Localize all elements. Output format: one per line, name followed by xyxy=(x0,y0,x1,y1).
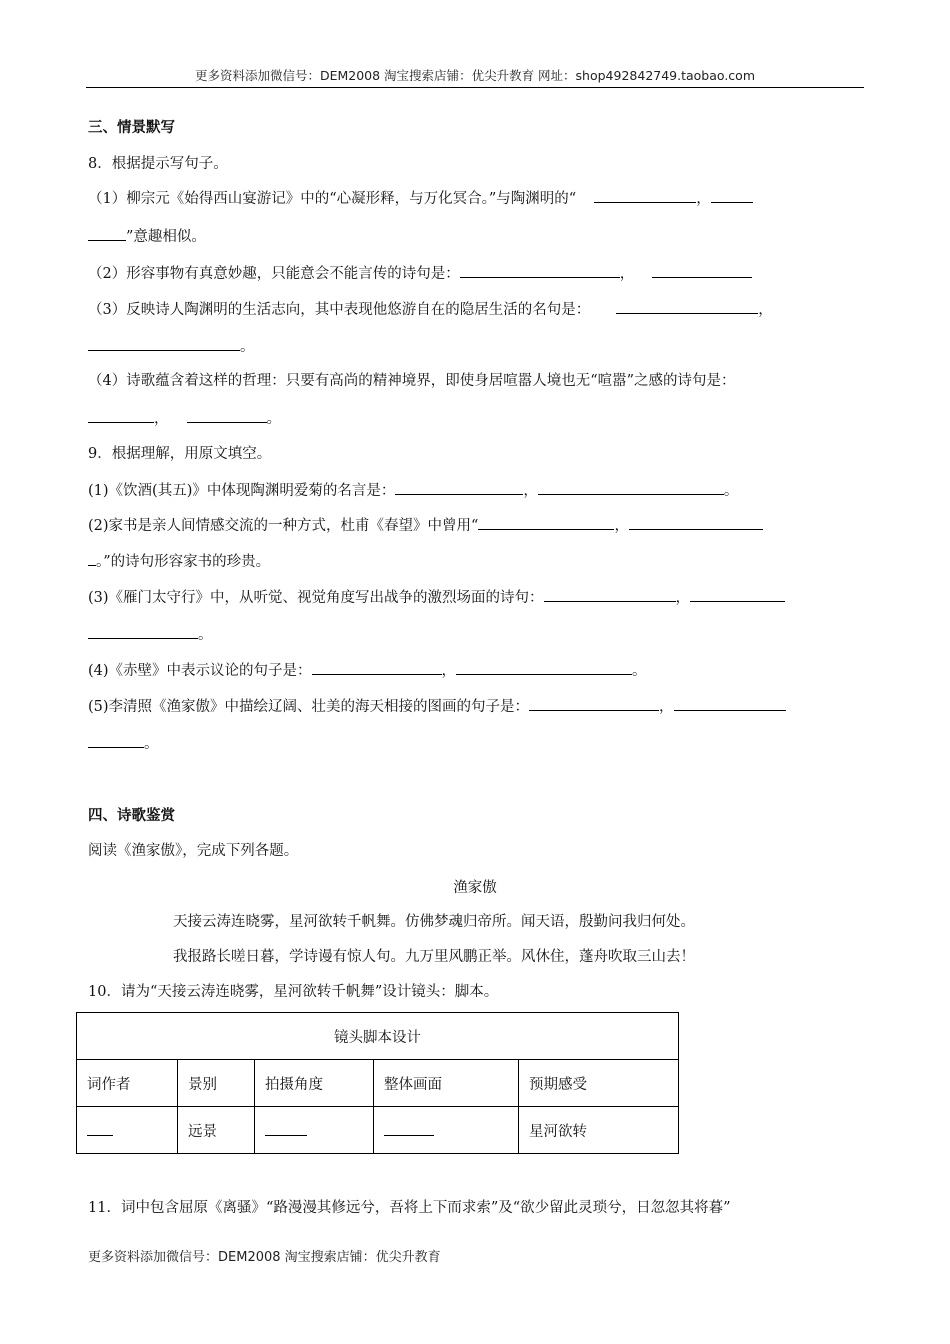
header-divider xyxy=(86,87,864,88)
q9-part2 xyxy=(88,515,763,536)
answer-blank[interactable] xyxy=(312,660,442,675)
section-4-title: 四、诗歌鉴赏 xyxy=(88,807,175,824)
q9-part1 xyxy=(88,480,738,501)
answer-blank[interactable] xyxy=(88,551,96,566)
answer-blank[interactable] xyxy=(87,1121,113,1136)
answer-blank[interactable] xyxy=(395,480,523,495)
period: 。 xyxy=(198,627,213,643)
comma: ， xyxy=(758,302,773,318)
period: 。 xyxy=(240,339,255,355)
answer-blank[interactable] xyxy=(88,733,144,748)
answer-blank[interactable] xyxy=(88,336,240,351)
q9-part1-text: (1)《饮酒(其五)》中体现陶渊明爱菊的名言是： xyxy=(88,483,396,499)
period: 。 xyxy=(144,736,159,752)
page-footer: 更多资料添加微信号：DEM2008 淘宝搜索店铺：优尖升教育 xyxy=(88,1250,441,1265)
period: 。 xyxy=(723,483,739,499)
table-header-cell: 整体画面 xyxy=(374,1060,519,1107)
answer-blank[interactable] xyxy=(690,587,785,602)
comma: ， xyxy=(659,699,674,715)
answer-blank[interactable] xyxy=(652,263,752,278)
page-header: 更多资料添加微信号：DEM2008 淘宝搜索店铺：优尖升教育 网址：shop492842749.taobao.com xyxy=(194,68,756,83)
answer-blank[interactable] xyxy=(544,587,676,602)
q11-stem: 11．词中包含屈原《离骚》“路漫漫其修远兮，吾将上下而求索”及“欲少留此灵琐兮，日忽忽其将暮” xyxy=(88,1200,731,1216)
q8-part2 xyxy=(88,263,752,284)
q9-part2-cont xyxy=(88,551,270,572)
answer-blank[interactable] xyxy=(265,1121,307,1136)
q8-part4: （4）诗歌蕴含着这样的哲理：只要有高尚的精神境界，即使身居喧嚣人境也无“喧嚣”之感的诗句是： xyxy=(88,373,736,389)
table-cell-shot-size: 远景 xyxy=(178,1107,255,1154)
q8-stem: 8．根据提示写句子。 xyxy=(88,156,228,172)
q9-part2-end: 。”的诗句形容家书的珍贵。 xyxy=(96,554,271,570)
q9-part2-text: (2)家书是亲人间情感交流的一种方式，杜甫《春望》中曾用“ xyxy=(88,518,479,534)
answer-blank[interactable] xyxy=(594,188,696,203)
q8-part4-cont xyxy=(88,408,281,429)
poem-title: 渔家傲 xyxy=(453,880,497,896)
shot-script-table xyxy=(76,1012,679,1154)
comma: ， xyxy=(619,266,635,282)
table-cell-author[interactable] xyxy=(77,1107,178,1154)
table-cell-scene[interactable] xyxy=(374,1107,519,1154)
q9-part4-text: (4)《赤壁》中表示议论的句子是： xyxy=(88,663,312,679)
answer-blank[interactable] xyxy=(529,696,659,711)
answer-blank[interactable] xyxy=(88,408,154,423)
comma: ， xyxy=(614,518,629,534)
table-row xyxy=(77,1107,679,1154)
poem-line-2: 我报路长嗟日暮，学诗谩有惊人句。九万里风鹏正举。风休住，蓬舟吹取三山去！ xyxy=(173,949,695,965)
q10-stem: 10．请为“天接云涛连晓雾，星河欲转千帆舞”设计镜头：脚本。 xyxy=(88,984,499,1000)
comma: ， xyxy=(441,663,457,679)
q8-part1-text: （1）柳宗元《始得西山宴游记》中的“心凝形释，与万化冥合。”与陶渊明的“ xyxy=(88,191,577,207)
q8-part3-text: （3）反映诗人陶渊明的生活志向，其中表现他悠游自在的隐居生活的名句是： xyxy=(88,302,591,318)
table-header-cell: 景别 xyxy=(178,1060,255,1107)
q8-part3-cont xyxy=(88,336,255,357)
answer-blank[interactable] xyxy=(711,188,753,203)
q9-part3-cont xyxy=(88,624,213,645)
q8-part1-end: ”意趣相似。 xyxy=(126,229,206,245)
answer-blank[interactable] xyxy=(616,299,758,314)
q8-part2-text: （2）形容事物有真意妙趣，只能意会不能言传的诗句是： xyxy=(88,266,460,282)
table-header-row xyxy=(77,1060,679,1107)
q8-part1-cont xyxy=(88,226,206,247)
answer-blank[interactable] xyxy=(478,515,614,530)
section-3-title: 三、情景默写 xyxy=(88,119,175,136)
q9-part3-text: (3)《雁门太守行》中，从听觉、视觉角度写出战争的激烈场面的诗句： xyxy=(88,590,544,606)
table-header-cell: 预期感受 xyxy=(519,1060,679,1107)
answer-blank[interactable] xyxy=(674,696,786,711)
table-title: 镜头脚本设计 xyxy=(77,1013,679,1060)
q9-part5-text: (5)李清照《渔家傲》中描绘辽阔、壮美的海天相接的图画的句子是： xyxy=(88,699,530,715)
poem-line-1: 天接云涛连晓雾，星河欲转千帆舞。仿佛梦魂归帝所。闻天语，殷勤问我归何处。 xyxy=(173,914,695,930)
q9-part5-cont xyxy=(88,733,159,754)
q8-part3 xyxy=(88,299,773,320)
answer-blank[interactable] xyxy=(460,263,620,278)
q8-part1 xyxy=(88,188,753,209)
table-header-cell: 词作者 xyxy=(77,1060,178,1107)
q9-part5 xyxy=(88,696,786,717)
q9-stem: 9．根据理解，用原文填空。 xyxy=(88,446,272,462)
answer-blank[interactable] xyxy=(88,226,126,241)
answer-blank[interactable] xyxy=(187,408,267,423)
comma: ， xyxy=(675,590,691,606)
q9-part4 xyxy=(88,660,647,681)
table-cell-feeling: 星河欲转 xyxy=(519,1107,679,1154)
table-header-cell: 拍摄角度 xyxy=(255,1060,374,1107)
answer-blank[interactable] xyxy=(538,480,724,495)
q9-part3 xyxy=(88,587,785,608)
answer-blank[interactable] xyxy=(88,624,198,639)
answer-blank[interactable] xyxy=(456,660,632,675)
period: 。 xyxy=(632,663,647,679)
answer-blank[interactable] xyxy=(384,1121,434,1136)
comma: ， xyxy=(523,483,538,499)
comma: ， xyxy=(154,411,169,427)
answer-blank[interactable] xyxy=(629,515,763,530)
period: 。 xyxy=(266,411,281,427)
table-cell-angle[interactable] xyxy=(255,1107,374,1154)
comma: ， xyxy=(696,191,711,207)
reading-intro: 阅读《渔家傲》，完成下列各题。 xyxy=(88,843,299,859)
